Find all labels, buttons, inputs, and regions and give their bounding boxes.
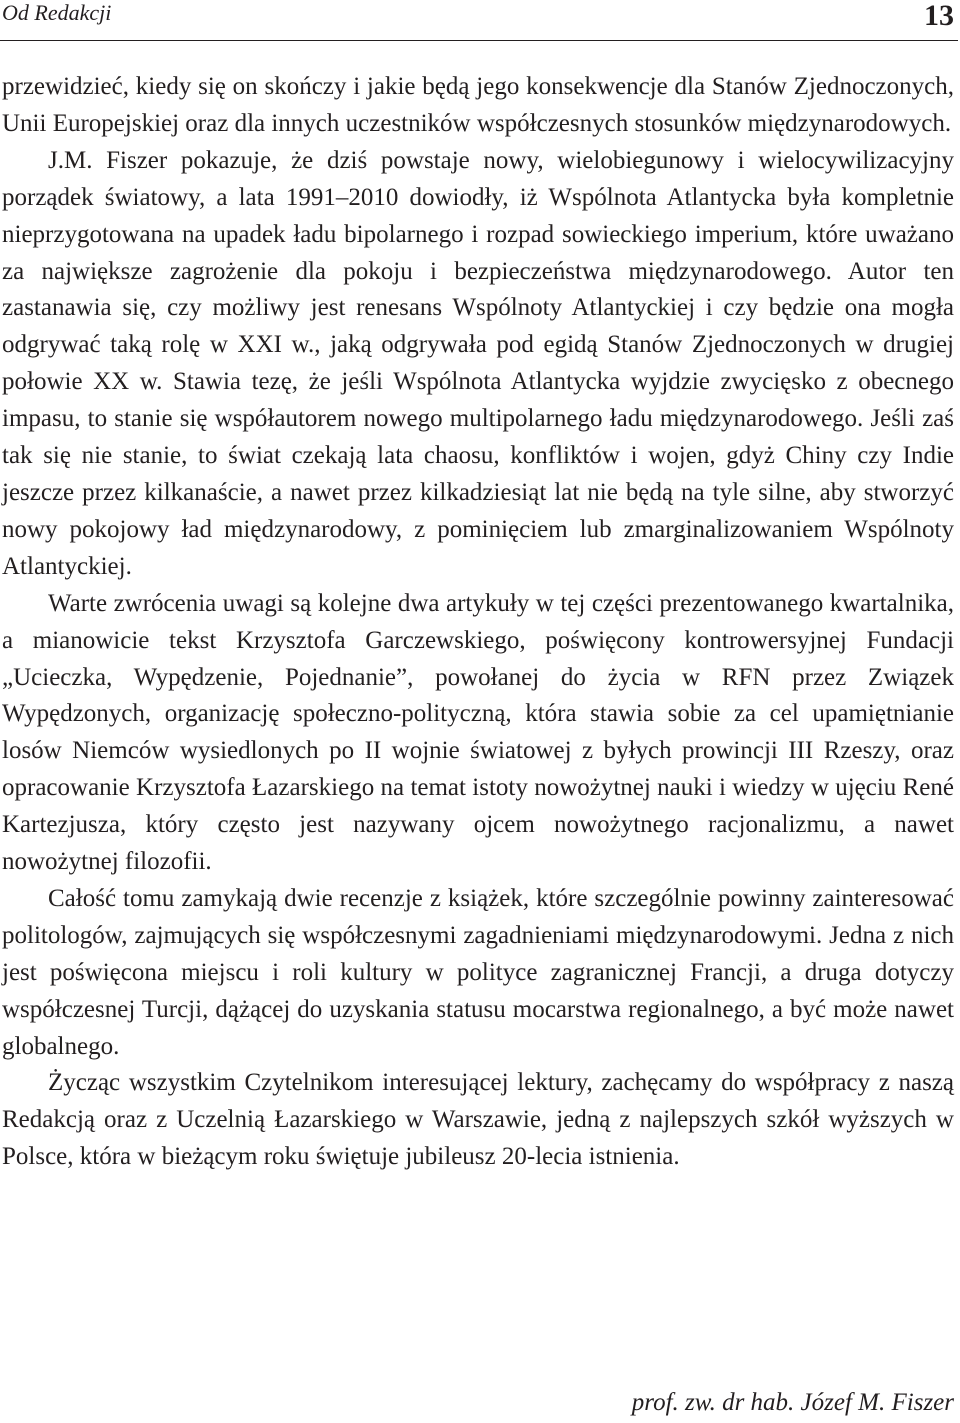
page-header	[0, 0, 960, 44]
paragraph: J.M. Fiszer pokazuje, że dziś powstaje nowy, wielobiegunowy i wielocywilizacyjny porządek światowy, a lata 1991–2010 dowiodły, iż Wspólnota Atlantycka była kompletnie nieprzygotowana na upadek ładu bipolarnego i rozpad sowieckiego imperium, które uważano za największe zagrożenie dla pokoju i bezpieczeństwa międzynarodowego. Autor ten zastanawia się, czy możliwy jest renesans Wspólnoty Atlantyckiej i czy będzie ona mogła odgrywać taką rolę w XXI w., jaką odgrywała pod egidą Stanów Zjednoczonych w drugiej połowie XX w. Stawia tezę, że jeśli Wspólnota Atlantycka wyjdzie zwycięsko z obecnego impasu, to stanie się współautorem nowego multipolarnego ładu międzynarodowego. Jeśli zaś tak się nie stanie, to świat czekają lata chaosu, konfliktów i wojen, gdyż Chiny czy Indie jeszcze przez kilkanaście, a nawet przez kilkadziesiąt lat nie będą na tyle silne, aby stworzyć nowy pokojowy ład międzynarodowy, z pominięciem lub zmarginalizowaniem Wspólnoty Atlantyckiej.	[2, 146, 954, 580]
author-signature: prof. zw. dr hab. Józef M. Fiszer	[631, 1389, 954, 1416]
paragraph: Warte zwrócenia uwagi są kolejne dwa artykuły w tej części prezentowanego kwartalnika, a mianowicie tekst Krzysztofa Garczewskiego, poświęcony kontrowersyjnej Fundacji „Ucieczka, Wypędzenie, Pojednanie”, powołanej do życia w RFN przez Związek Wypędzonych, organizację społeczno-polityczną, która stawia sobie za cel upamiętnianie losów Niemców wysiedlonych po II wojnie światowej z byłych prowincji III Rzeszy, oraz opracowanie Krzysztofa Łazarskiego na temat istoty nowożytnej nauki i wiedzy w ujęciu René Kartezjusza, który często jest nazywany ojcem nowożytnego racjonalizmu, a nawet nowożytnej filozofii.	[2, 589, 954, 876]
main-text	[2, 69, 954, 1176]
paragraph: Życząc wszystkim Czytelnikom interesującej lektury, zachęcamy do współpracy z naszą Redakcją oraz z Uczelnią Łazarskiego w Warszawie, jedną z najlepszych szkół wyższych w Polsce, która w bieżącym roku świętuje jubileusz 20-lecia istnienia.	[2, 1069, 954, 1171]
paragraph: Całość tomu zamykają dwie recenzje z książek, które szczególnie powinny zainteresować politologów, zajmujących się współczesnymi zagadnieniami międzynarodowymi. Jedna z nich jest poświęcona miejscu i roli kultury w polityce zagranicznej Francji, a druga dotyczy współczesnej Turcji, dążącej do uzyskania statusu mocarstwa regionalnego, a być może nawet globalnego.	[2, 884, 954, 1060]
running-head: Od Redakcji	[2, 0, 112, 25]
header-rule	[0, 40, 958, 41]
page-number: 13	[924, 0, 954, 32]
paragraph-continued: przewidzieć, kiedy się on skończy i jakie będą jego konsekwencje dla Stanów Zjednoczonych, Unii Europejskiej oraz dla innych uczestników współczesnych stosunków międzynarodowych.	[2, 73, 954, 137]
